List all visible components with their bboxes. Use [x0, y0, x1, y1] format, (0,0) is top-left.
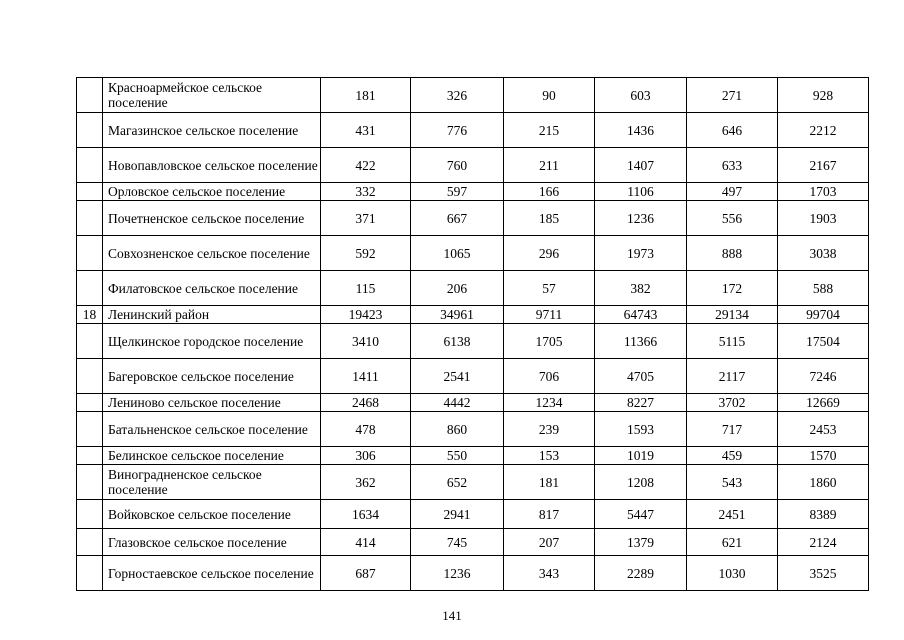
value-cell: 497 [687, 183, 778, 201]
value-cell: 1634 [321, 500, 411, 529]
value-cell: 271 [687, 78, 778, 113]
value-cell: 687 [321, 556, 411, 591]
value-cell: 2468 [321, 394, 411, 412]
value-cell: 296 [504, 236, 595, 271]
value-cell: 2124 [778, 529, 869, 556]
settlement-name-cell: Совхозненское сельское поселение [103, 236, 321, 271]
value-cell: 592 [321, 236, 411, 271]
row-number-cell [77, 359, 103, 394]
data-table [76, 77, 869, 591]
value-cell: 2289 [595, 556, 687, 591]
value-cell: 64743 [595, 306, 687, 324]
value-cell: 166 [504, 183, 595, 201]
value-cell: 207 [504, 529, 595, 556]
value-cell: 2451 [687, 500, 778, 529]
value-cell: 422 [321, 148, 411, 183]
value-cell: 2941 [411, 500, 504, 529]
row-number-cell [77, 394, 103, 412]
table-row [77, 78, 869, 113]
table-row [77, 324, 869, 359]
value-cell: 3038 [778, 236, 869, 271]
value-cell: 34961 [411, 306, 504, 324]
value-cell: 239 [504, 412, 595, 447]
value-cell: 181 [504, 465, 595, 500]
value-cell: 1407 [595, 148, 687, 183]
settlement-name-cell: Почетненское сельское поселение [103, 201, 321, 236]
row-number-cell: 18 [77, 306, 103, 324]
row-number-cell [77, 113, 103, 148]
table-row [77, 394, 869, 412]
row-number-cell [77, 201, 103, 236]
value-cell: 817 [504, 500, 595, 529]
value-cell: 153 [504, 447, 595, 465]
value-cell: 1236 [595, 201, 687, 236]
page-number: 141 [442, 608, 462, 623]
value-cell: 1030 [687, 556, 778, 591]
table-row [77, 556, 869, 591]
value-cell: 550 [411, 447, 504, 465]
table-row [77, 412, 869, 447]
value-cell: 1593 [595, 412, 687, 447]
value-cell: 706 [504, 359, 595, 394]
value-cell: 371 [321, 201, 411, 236]
value-cell: 2167 [778, 148, 869, 183]
table-row [77, 183, 869, 201]
value-cell: 6138 [411, 324, 504, 359]
settlement-name-cell: Батальненское сельское поселение [103, 412, 321, 447]
value-cell: 646 [687, 113, 778, 148]
row-number-cell [77, 412, 103, 447]
row-number-cell [77, 236, 103, 271]
value-cell: 888 [687, 236, 778, 271]
value-cell: 343 [504, 556, 595, 591]
value-cell: 382 [595, 271, 687, 306]
value-cell: 90 [504, 78, 595, 113]
value-cell: 543 [687, 465, 778, 500]
value-cell: 717 [687, 412, 778, 447]
value-cell: 12669 [778, 394, 869, 412]
table-body [77, 78, 869, 591]
value-cell: 206 [411, 271, 504, 306]
settlement-name-cell: Лениново сельское поселение [103, 394, 321, 412]
row-number-cell [77, 465, 103, 500]
value-cell: 1065 [411, 236, 504, 271]
value-cell: 860 [411, 412, 504, 447]
row-number-cell [77, 271, 103, 306]
value-cell: 1903 [778, 201, 869, 236]
row-number-cell [77, 324, 103, 359]
value-cell: 172 [687, 271, 778, 306]
value-cell: 5115 [687, 324, 778, 359]
value-cell: 1703 [778, 183, 869, 201]
value-cell: 1234 [504, 394, 595, 412]
value-cell: 652 [411, 465, 504, 500]
value-cell: 2117 [687, 359, 778, 394]
value-cell: 19423 [321, 306, 411, 324]
settlement-name-cell: Новопавловское сельское поселение [103, 148, 321, 183]
value-cell: 362 [321, 465, 411, 500]
row-number-cell [77, 529, 103, 556]
value-cell: 306 [321, 447, 411, 465]
value-cell: 588 [778, 271, 869, 306]
value-cell: 4705 [595, 359, 687, 394]
table-row [77, 148, 869, 183]
row-number-cell [77, 447, 103, 465]
value-cell: 556 [687, 201, 778, 236]
row-number-cell [77, 556, 103, 591]
table-row [77, 113, 869, 148]
value-cell: 478 [321, 412, 411, 447]
value-cell: 597 [411, 183, 504, 201]
settlement-name-cell: Глазовское сельское поселение [103, 529, 321, 556]
table-row [77, 359, 869, 394]
value-cell: 8389 [778, 500, 869, 529]
table-row [77, 500, 869, 529]
table-row [77, 236, 869, 271]
value-cell: 1973 [595, 236, 687, 271]
value-cell: 215 [504, 113, 595, 148]
value-cell: 29134 [687, 306, 778, 324]
table-row [77, 447, 869, 465]
settlement-name-cell: Магазинское сельское поселение [103, 113, 321, 148]
value-cell: 2212 [778, 113, 869, 148]
value-cell: 185 [504, 201, 595, 236]
value-cell: 332 [321, 183, 411, 201]
value-cell: 3410 [321, 324, 411, 359]
value-cell: 8227 [595, 394, 687, 412]
value-cell: 459 [687, 447, 778, 465]
settlement-name-cell: Орловское сельское поселение [103, 183, 321, 201]
value-cell: 57 [504, 271, 595, 306]
value-cell: 2541 [411, 359, 504, 394]
value-cell: 211 [504, 148, 595, 183]
value-cell: 99704 [778, 306, 869, 324]
value-cell: 1705 [504, 324, 595, 359]
value-cell: 1379 [595, 529, 687, 556]
table-row [77, 306, 869, 324]
settlement-name-cell: Войковское сельское поселение [103, 500, 321, 529]
value-cell: 3702 [687, 394, 778, 412]
value-cell: 603 [595, 78, 687, 113]
table-row [77, 529, 869, 556]
value-cell: 11366 [595, 324, 687, 359]
settlement-name-cell: Белинское сельское поселение [103, 447, 321, 465]
row-number-cell [77, 148, 103, 183]
value-cell: 928 [778, 78, 869, 113]
value-cell: 9711 [504, 306, 595, 324]
value-cell: 745 [411, 529, 504, 556]
row-number-cell [77, 183, 103, 201]
value-cell: 1208 [595, 465, 687, 500]
value-cell: 181 [321, 78, 411, 113]
value-cell: 3525 [778, 556, 869, 591]
table-row [77, 465, 869, 500]
value-cell: 1019 [595, 447, 687, 465]
value-cell: 1570 [778, 447, 869, 465]
value-cell: 431 [321, 113, 411, 148]
value-cell: 5447 [595, 500, 687, 529]
value-cell: 1860 [778, 465, 869, 500]
settlement-name-cell: Щелкинское городское поселение [103, 324, 321, 359]
value-cell: 7246 [778, 359, 869, 394]
value-cell: 1436 [595, 113, 687, 148]
settlement-name-cell: Ленинский район [103, 306, 321, 324]
value-cell: 326 [411, 78, 504, 113]
value-cell: 776 [411, 113, 504, 148]
value-cell: 115 [321, 271, 411, 306]
value-cell: 760 [411, 148, 504, 183]
settlement-name-cell: Горностаевское сельское поселение [103, 556, 321, 591]
settlement-name-cell: Виноградненское сельское поселение [103, 465, 321, 500]
value-cell: 1411 [321, 359, 411, 394]
settlement-name-cell: Багеровское сельское поселение [103, 359, 321, 394]
value-cell: 1106 [595, 183, 687, 201]
value-cell: 633 [687, 148, 778, 183]
value-cell: 414 [321, 529, 411, 556]
row-number-cell [77, 500, 103, 529]
value-cell: 2453 [778, 412, 869, 447]
value-cell: 621 [687, 529, 778, 556]
value-cell: 667 [411, 201, 504, 236]
value-cell: 17504 [778, 324, 869, 359]
table-row [77, 271, 869, 306]
settlement-name-cell: Красноармейское сельское поселение [103, 78, 321, 113]
value-cell: 1236 [411, 556, 504, 591]
settlement-name-cell: Филатовское сельское поселение [103, 271, 321, 306]
row-number-cell [77, 78, 103, 113]
table-row [77, 201, 869, 236]
value-cell: 4442 [411, 394, 504, 412]
